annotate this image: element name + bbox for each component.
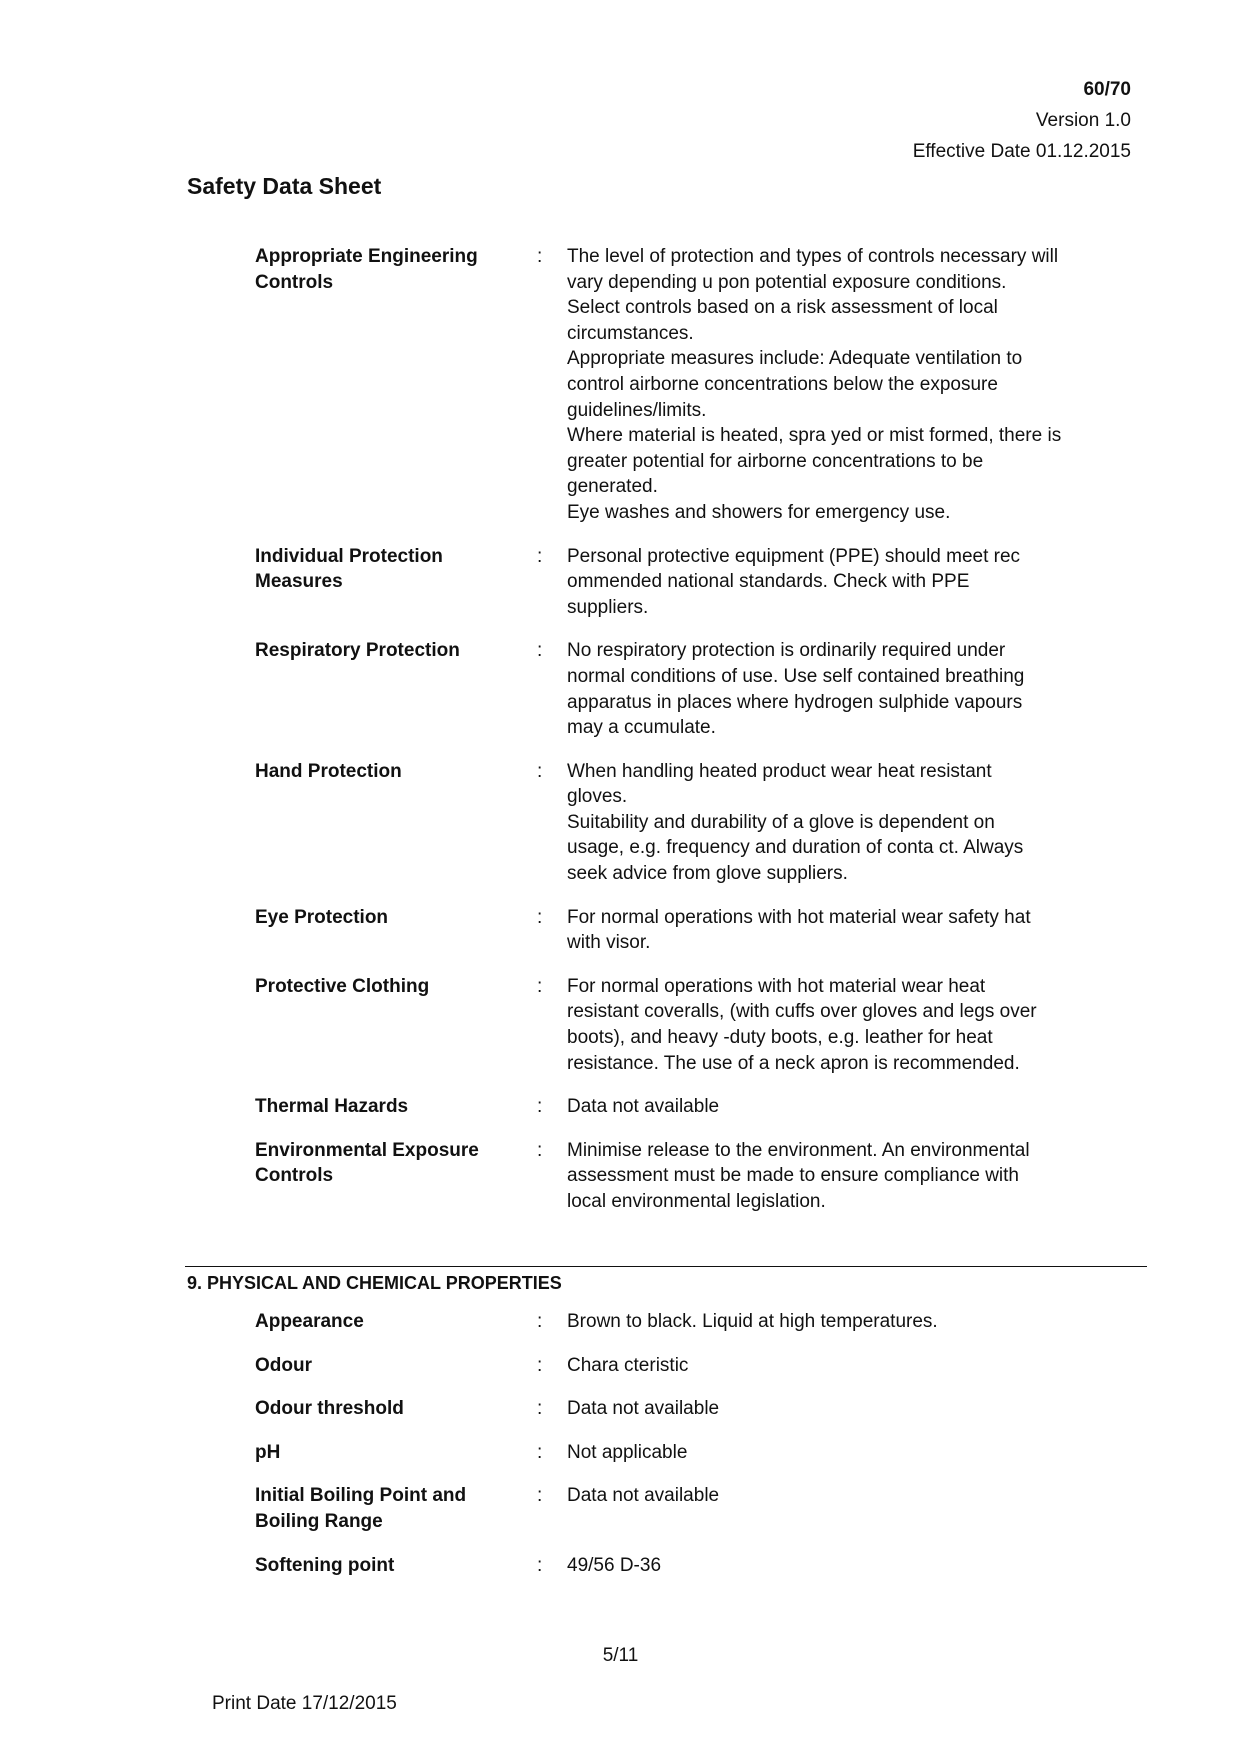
property-row (255, 638, 1140, 740)
property-value: Data not available (567, 1398, 720, 1420)
separator-colon: : (537, 1354, 543, 1376)
property-value: Data not available (567, 1096, 720, 1118)
property-row (255, 544, 1140, 621)
property-label: Respiratory Protection (255, 640, 460, 662)
property-value: Minimise release to the environment. An environmental assessment must be made to ensure compliance with local environmental legislation. (567, 1139, 1030, 1212)
property-row (255, 1553, 1140, 1579)
property-row (255, 1396, 1140, 1422)
property-value: No respiratory protection is ordinarily required under normal conditions of use. Use self contained breathing apparatus in places where hydrogen sulphide vapours may a ccumulate. (567, 640, 1025, 739)
property-label: Initial Boiling Point and Boiling Range (255, 1485, 467, 1532)
property-row (255, 759, 1140, 887)
property-label: Environmental Exposure Controls (255, 1139, 479, 1187)
property-label: Hand Protection (255, 760, 402, 782)
exposure-controls-list (255, 244, 1140, 1233)
property-label: Appearance (255, 1311, 364, 1332)
property-label: Odour (255, 1354, 312, 1376)
property-value: Brown to black. Liquid at high temperatures. (567, 1311, 938, 1332)
separator-colon: : (537, 1441, 543, 1463)
separator-colon: : (537, 760, 543, 782)
separator-colon: : (537, 906, 543, 928)
property-value: When handling heated product wear heat resistant gloves. Suitability and durability of a glove is dependent on usage, e.g. frequency and duration of conta ct. Always seek advice from glove suppliers. (567, 760, 1024, 885)
property-row (255, 974, 1140, 1076)
separator-colon: : (537, 246, 543, 267)
section-heading: 9. PHYSICAL AND CHEMICAL PROPERTIES (187, 1273, 562, 1293)
property-value: For normal operations with hot material wear safety hat with visor. (567, 906, 1031, 954)
property-row (255, 1138, 1140, 1215)
separator-colon: : (537, 545, 543, 567)
document-title: Safety Data Sheet (187, 173, 382, 199)
property-row (255, 244, 1140, 526)
print-date: Print Date 17/12/2015 (212, 1693, 397, 1714)
property-value: Chara cteristic (567, 1354, 689, 1376)
property-label: Appropriate Engineering Controls (255, 246, 478, 293)
separator-colon: : (537, 1485, 543, 1507)
property-label: Odour threshold (255, 1398, 404, 1420)
separator-colon: : (537, 1554, 543, 1576)
page-number: 5/11 (602, 1645, 639, 1666)
physical-properties-list (255, 1309, 1140, 1596)
effective-date: Effective Date 01.12.2015 (912, 141, 1131, 162)
version-label: Version 1.0 (1035, 110, 1131, 131)
property-value: 49/56 D-36 (567, 1554, 662, 1576)
property-label: Individual Protection Measures (255, 545, 443, 593)
property-label: Thermal Hazards (255, 1096, 409, 1118)
property-value: Not applicable (567, 1441, 688, 1463)
property-row (255, 1440, 1140, 1466)
property-row (255, 1353, 1140, 1379)
separator-colon: : (537, 1139, 543, 1161)
separator-colon: : (537, 1096, 543, 1118)
property-label: pH (255, 1441, 281, 1463)
section-divider (185, 1266, 1147, 1267)
property-value: Personal protective equipment (PPE) should meet rec ommended national standards. Check with PPE suppliers. (567, 545, 1021, 618)
property-row (255, 905, 1140, 956)
property-row (255, 1483, 1140, 1534)
property-label: Softening point (255, 1554, 395, 1576)
property-value: Data not available (567, 1485, 720, 1507)
separator-colon: : (537, 1398, 543, 1420)
property-row (255, 1309, 1140, 1335)
property-value: The level of protection and types of controls necessary will vary depending u pon potential exposure conditions. Select controls based on a risk assessment of local circumstances. Appropriate measures include: Adequate ventilation to control airborne concentrations below the exposure guidelines/limits. Where material is heated, spra yed or mist formed, there is greater potential for airborne concentrations to be generated. Eye washes and showers for emergency use. (567, 246, 1062, 523)
property-value: For normal operations with hot material wear heat resistant coveralls, (with cuffs over gloves and legs over boots), and heavy -duty boots, e.g. leather for heat resistance. The use of a neck apron is recommended. (567, 975, 1037, 1074)
property-row (255, 1094, 1140, 1120)
property-label: Protective Clothing (255, 975, 430, 997)
property-label: Eye Protection (255, 906, 389, 928)
separator-colon: : (537, 640, 543, 662)
page-of-total: 60/70 (1083, 79, 1131, 100)
separator-colon: : (537, 1311, 543, 1332)
separator-colon: : (537, 975, 543, 997)
